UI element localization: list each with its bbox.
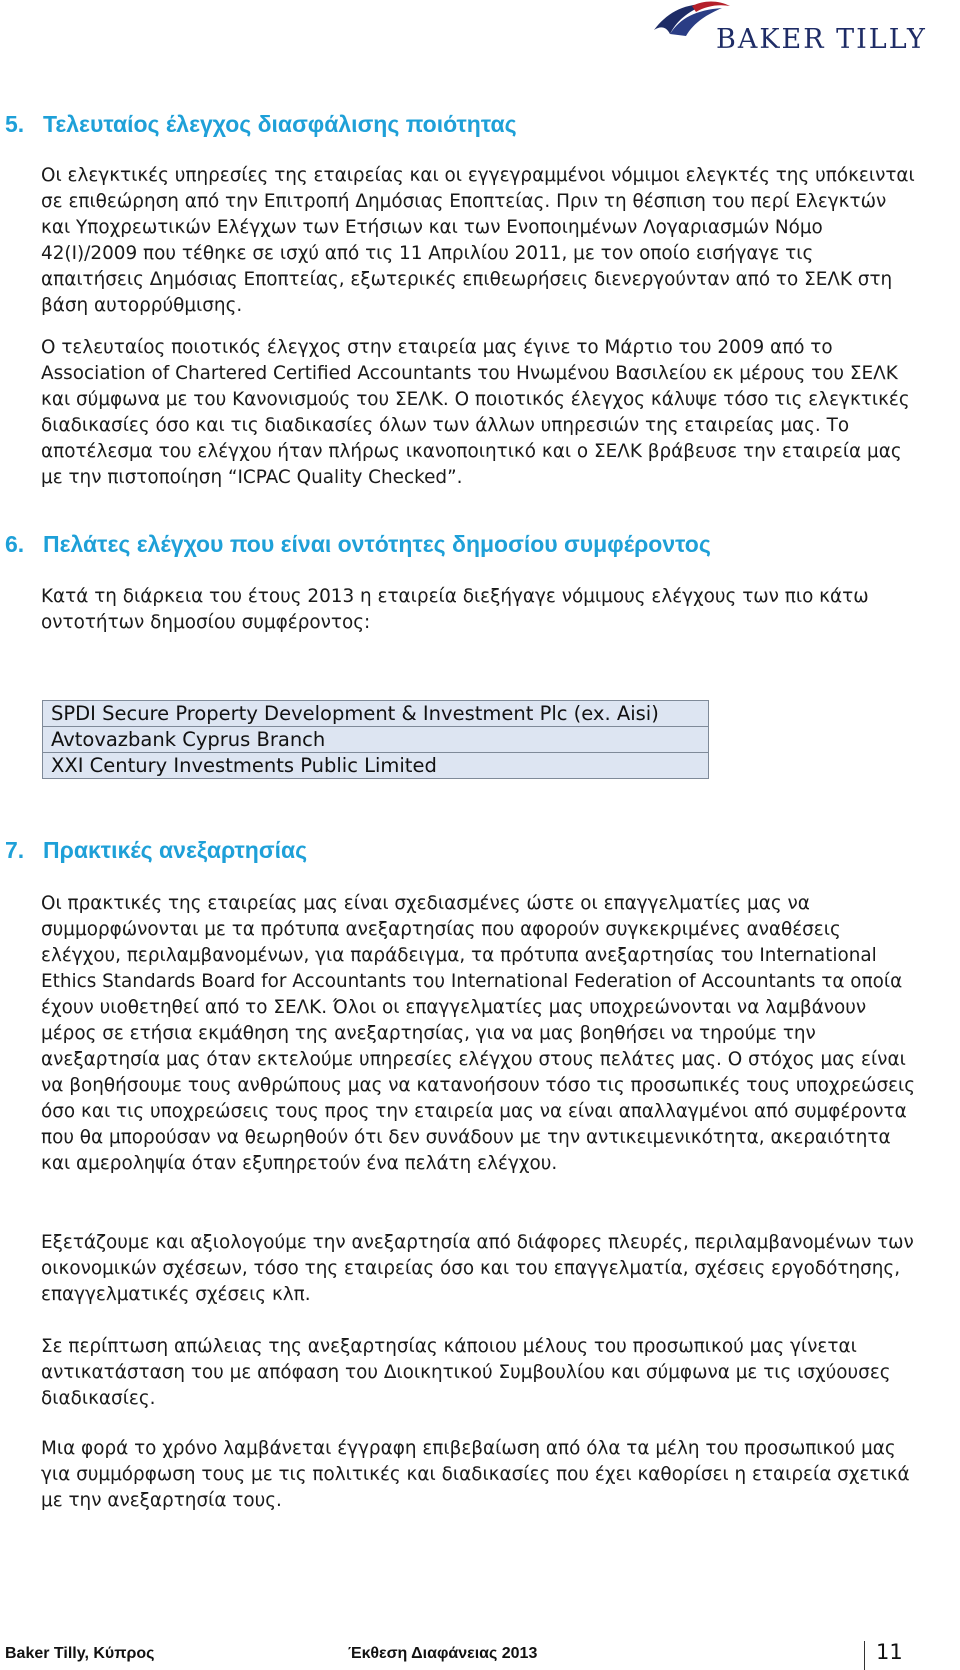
footer-company: Baker Tilly, Κύπρος <box>5 1645 155 1662</box>
section-title: Τελευταίος έλεγχος διασφάλισης ποιότητας <box>43 111 517 137</box>
footer-title: Έκθεση Διαφάνειας 2013 <box>348 1645 538 1662</box>
section-number: 6. <box>5 531 25 557</box>
section-number: 5. <box>5 111 25 137</box>
section-6-heading <box>5 531 711 558</box>
section-7-heading <box>5 837 307 864</box>
client-name: Avtovazbank Cyprus Branch <box>43 727 709 753</box>
body-paragraph: Κατά τη διάρκεια του έτους 2013 η εταιρεία διεξήγαγε νόμιμους ελέγχους των πιο κάτω οντοτήτων δημοσίου συμφέροντος: <box>41 586 869 633</box>
table-row <box>43 753 709 779</box>
page-number: 11 <box>876 1640 903 1664</box>
section-title: Πρακτικές ανεξαρτησίας <box>43 837 308 863</box>
body-paragraph: Ο τελευταίος ποιοτικός έλεγχος στην εταιρεία μας έγινε το Μάρτιο του 2009 από το Association of Chartered Certified Accountants του Ηνωμένου Βασιλείου εκ μέρους του ΣΕΛΚ και σύμφωνα με του Κανονισμούς του ΣΕΛΚ. Ο ποιοτικός έλεγχος κάλυψε τόσο τις ελεγκτικές διαδικασίες όσο και τις διαδικασίες όλων των άλλων υπηρεσιών της εταιρείας μας. Το αποτέλεσμα του ελέγχου ήταν πλήρως ικανοποιητικό και ο ΣΕΛΚ βράβευσε την εταιρεία μας με την πιστοποίηση “ICPAC Quality Checked”. <box>41 337 910 488</box>
body-paragraph: Μια φορά το χρόνο λαμβάνεται έγγραφη επιβεβαίωση από όλα τα μέλη του προσωπικού μας για συμμόρφωση τους με τις πολιτικές και διαδικασίες που έχει καθορίσει η εταιρεία σχετικά με την ανεξαρτησία τους. <box>41 1438 910 1511</box>
baker-tilly-logo <box>652 0 958 66</box>
brand-name: BAKER TILLY <box>716 24 927 55</box>
public-interest-clients-table <box>42 700 709 779</box>
body-paragraph: Εξετάζουμε και αξιολογούμε την ανεξαρτησία από διάφορες πλευρές, περιλαμβανομένων των οικονομικών σχέσεων, τόσο της εταιρείας όσο και του επαγγελματία, σχέσεις εργοδότησης, επαγγελματικές σχέσεις κλπ. <box>41 1232 914 1305</box>
section-title: Πελάτες ελέγχου που είναι οντότητες δημοσίου συμφέροντος <box>43 531 711 557</box>
section-5-heading <box>5 111 517 138</box>
body-paragraph: Οι πρακτικές της εταιρείας μας είναι σχεδιασμένες ώστε οι επαγγελματίες μας να συμμορφώνονται με τα πρότυπα ανεξαρτησίας που αφορούν συγκεκριμένες αναθέσεις ελέγχου, περιλαμβανομένων, για παράδειγμα, τα πρότυπα ανεξαρτησίας του International Ethics Standards Board for Accountants του International Federation of Accountants τα οποία έχουν υιοθετηθεί από το ΣΕΛΚ. Όλοι οι επαγγελματίες μας υποχρεώνονται να λαμβάνουν μέρος σε ετήσια εκμάθηση της ανεξαρτησίας, για να μας βοηθήσει να τηρούμε την ανεξαρτησία μας όταν εκτελούμε υπηρεσίες ελέγχου στους πελάτες μας. Ο στόχος μας είναι να βοηθήσουμε τους ανθρώπους μας να κατανοήσουν τόσο τις προσωπικές τους υποχρεώσεις όσο και τις υποχρεώσεις τους προς την εταιρεία μας να είναι απαλλαγμένοι από συμφέροντα που θα μπορούσαν να θεωρηθούν ότι δεν συνάδουν με την αντικειμενικότητα, ακεραιότητα και αμεροληψία όταν εξυπηρετούν ένα πελάτη ελέγχου. <box>41 893 916 1174</box>
section-number: 7. <box>5 837 25 863</box>
table-row <box>43 727 709 753</box>
body-paragraph: Οι ελεγκτικές υπηρεσίες της εταιρείας και οι εγγεγραμμένοι νόμιμοι ελεγκτές της υπόκεινται σε επιθεώρηση από την Επιτροπή Δημόσιας Εποπτείας. Πριν τη θέσπιση του περί Ελεγκτών και Υποχρεωτικών Ελέγχων των Ετήσιων και των Ενοποιημένων Λογαριασμών Νόμο 42(I)/2009 που τέθηκε σε ισχύ από τις 11 Απριλίου 2011, με τον οποίο εισήγαγε τις απαιτήσεις Δημόσιας Εποπτείας, εξωτερικές επιθεωρήσεις διενεργούνταν από το ΣΕΛΚ στη βάση αυτορρύθμισης. <box>41 165 915 316</box>
footer-divider <box>864 1641 865 1670</box>
client-name: SPDI Secure Property Development & Investment Plc (ex. Aisi) <box>43 701 709 727</box>
table-row <box>43 701 709 727</box>
body-paragraph: Σε περίπτωση απώλειας της ανεξαρτησίας κάποιου μέλους του προσωπικού μας γίνεται αντικατάσταση του με απόφαση του Διοικητικού Συμβουλίου και σύμφωνα με τις ισχύουσες διαδικασίες. <box>41 1336 891 1409</box>
client-name: XXI Century Investments Public Limited <box>43 753 709 779</box>
